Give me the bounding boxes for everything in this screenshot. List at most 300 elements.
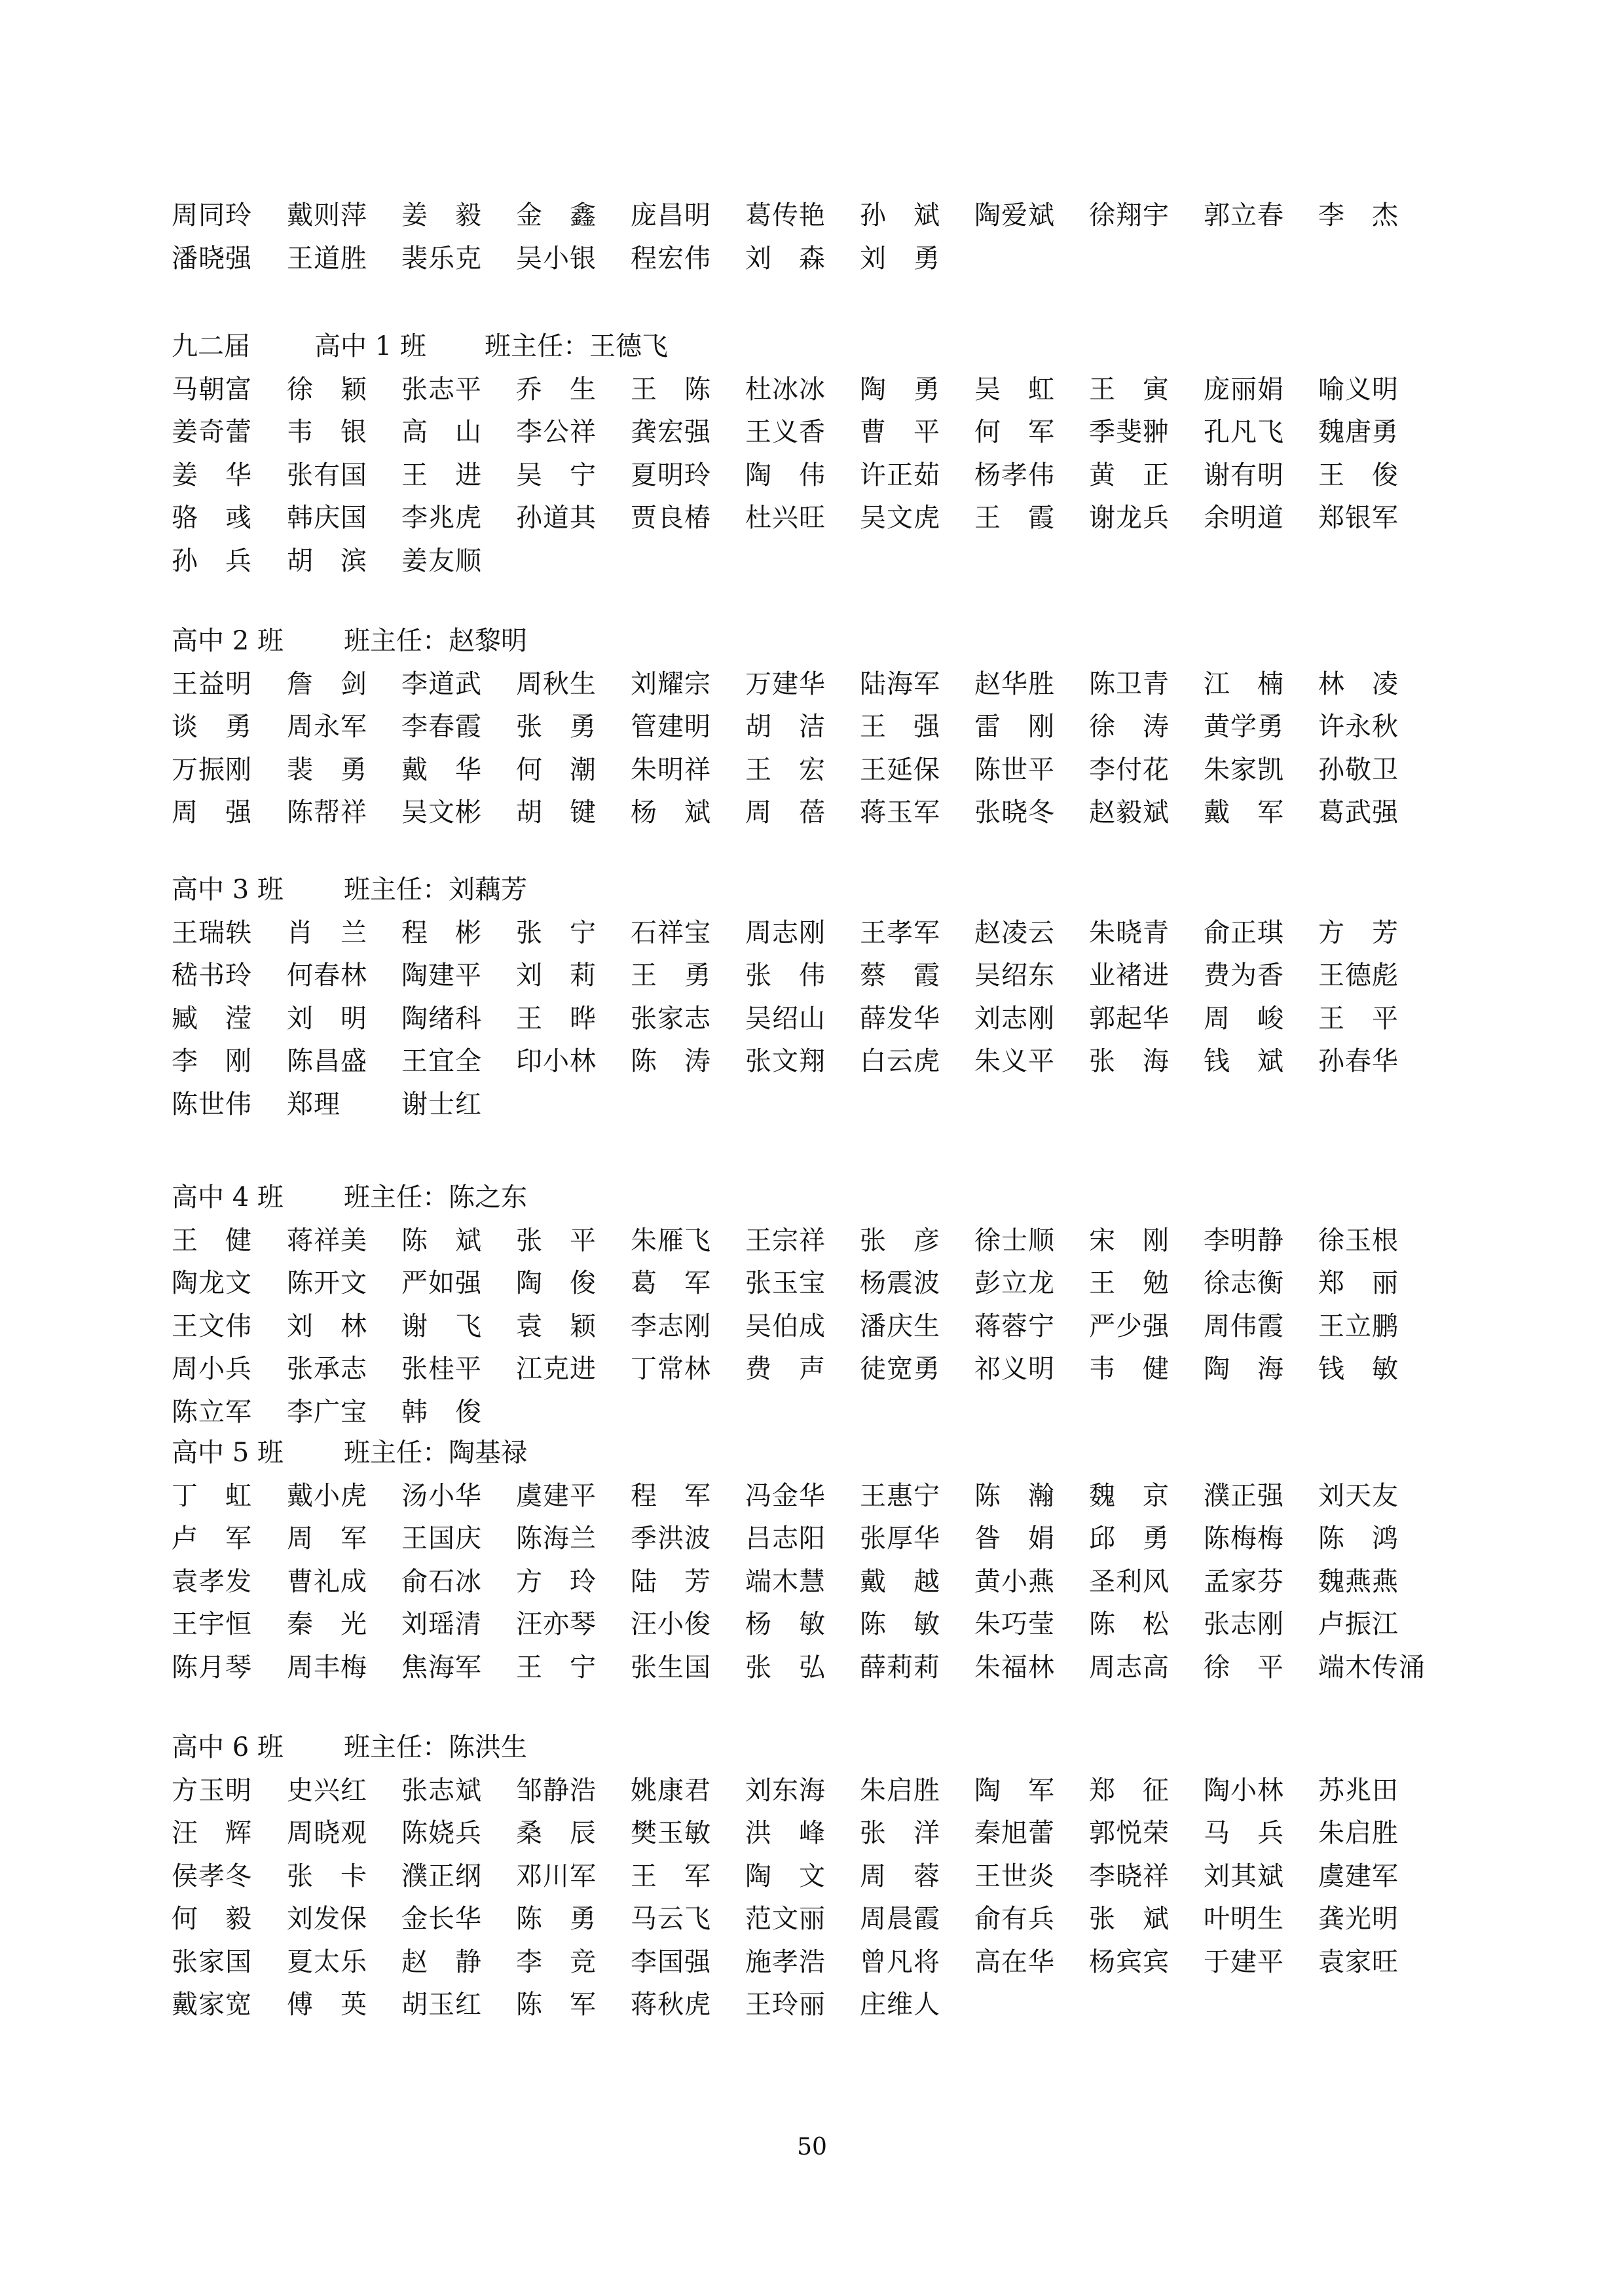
student-name: 徐 颖 [287, 374, 367, 405]
student-name: 端木慧 [745, 1566, 826, 1597]
student-name: 姜 华 [172, 460, 252, 490]
student-name: 印小林 [516, 1046, 597, 1076]
student-name: 周志高 [1089, 1652, 1170, 1683]
student-name: 费 声 [745, 1354, 826, 1384]
student-name: 雷 刚 [974, 712, 1055, 742]
student-name: 王 勉 [1089, 1268, 1170, 1298]
student-name: 王 平 [1318, 1003, 1399, 1034]
student-name: 周丰梅 [287, 1652, 367, 1683]
student-name: 祁义明 [974, 1354, 1055, 1384]
student-name: 周永军 [287, 712, 367, 742]
student-name: 陈昌盛 [287, 1046, 367, 1076]
student-name: 卢 军 [172, 1523, 252, 1554]
student-name: 朱家凯 [1204, 754, 1284, 785]
student-name: 张 弘 [745, 1652, 826, 1683]
student-name: 王 宏 [745, 754, 826, 785]
student-name: 陈立军 [172, 1396, 252, 1427]
student-name: 张 勇 [516, 712, 597, 742]
student-name: 周 蓓 [745, 797, 826, 828]
student-name: 杜兴旺 [745, 503, 826, 533]
student-name: 谢有明 [1204, 460, 1284, 490]
student-name: 钱 斌 [1204, 1046, 1284, 1076]
student-name: 刘 林 [287, 1311, 367, 1341]
student-name: 高 山 [401, 417, 482, 447]
student-name: 臧 滢 [172, 1003, 252, 1034]
student-name: 张承志 [287, 1354, 367, 1384]
student-name: 曹 平 [860, 417, 940, 447]
student-name: 杨 斌 [631, 797, 711, 828]
student-name: 马 兵 [1204, 1818, 1284, 1848]
student-name: 苏兆田 [1318, 1775, 1399, 1806]
class-title: 高中 3 班 [172, 875, 284, 905]
student-name: 桑 辰 [516, 1818, 597, 1848]
student-name: 邱 勇 [1089, 1523, 1170, 1554]
student-name: 王 陈 [631, 374, 711, 405]
student-name: 吴伯成 [745, 1311, 826, 1341]
student-name: 詹 剑 [287, 668, 367, 699]
student-name: 周小兵 [172, 1354, 252, 1384]
student-name: 徒宽勇 [860, 1354, 940, 1384]
student-name: 王 晔 [516, 1003, 597, 1034]
student-name: 李公祥 [516, 417, 597, 447]
head-teacher: 班主任：陈洪生 [344, 1732, 527, 1762]
student-name: 邓川军 [516, 1861, 597, 1891]
student-name: 卢振江 [1318, 1609, 1399, 1639]
student-name: 裴乐克 [401, 243, 482, 274]
student-name: 张桂平 [401, 1354, 482, 1384]
student-name: 刘 森 [745, 243, 826, 274]
student-name: 侯孝冬 [172, 1861, 252, 1891]
student-name: 庄维人 [860, 1990, 940, 2020]
student-name: 曹礼成 [287, 1566, 367, 1597]
student-name: 刘 勇 [860, 243, 940, 274]
student-name: 陶 俊 [516, 1268, 597, 1298]
student-name: 陈开文 [287, 1268, 367, 1298]
student-name: 焦海军 [401, 1652, 482, 1683]
student-name: 朱明祥 [631, 754, 711, 785]
student-name: 虞建平 [516, 1480, 597, 1511]
student-name: 胡 滨 [287, 545, 367, 576]
student-name: 许正茹 [860, 460, 940, 490]
student-name: 乔 生 [516, 374, 597, 405]
student-name: 刘其斌 [1204, 1861, 1284, 1891]
student-name: 濮正纲 [401, 1861, 482, 1891]
student-name: 王 宁 [516, 1652, 597, 1683]
head-teacher: 班主任：刘藕芳 [344, 875, 527, 905]
student-name: 葛传艳 [745, 200, 826, 230]
student-name: 葛武强 [1318, 797, 1399, 828]
student-name: 王 寅 [1089, 374, 1170, 405]
student-name: 杨孝伟 [974, 460, 1055, 490]
student-name: 韦 健 [1089, 1354, 1170, 1384]
student-name: 陈 鸿 [1318, 1523, 1399, 1554]
student-name: 方 玲 [516, 1566, 597, 1597]
student-name: 王瑞轶 [172, 917, 252, 948]
student-name: 马云飞 [631, 1904, 711, 1934]
student-name: 秦旭蕾 [974, 1818, 1055, 1848]
student-name: 季洪波 [631, 1523, 711, 1554]
student-name: 王德彪 [1318, 960, 1399, 991]
student-name: 朱福林 [974, 1652, 1055, 1683]
student-name: 周秋生 [516, 668, 597, 699]
student-name: 谢 飞 [401, 1311, 482, 1341]
student-name: 万建华 [745, 668, 826, 699]
student-name: 陈 军 [516, 1990, 597, 2020]
student-name: 陶 海 [1204, 1354, 1284, 1384]
student-name: 吕志阳 [745, 1523, 826, 1554]
student-name: 王惠宁 [860, 1480, 940, 1511]
student-name: 李道武 [401, 668, 482, 699]
student-name: 秦 光 [287, 1609, 367, 1639]
student-name: 蔡 霞 [860, 960, 940, 991]
student-name: 何春林 [287, 960, 367, 991]
student-name: 魏 京 [1089, 1480, 1170, 1511]
student-name: 孔凡飞 [1204, 417, 1284, 447]
student-name: 骆 彧 [172, 503, 252, 533]
student-name: 姜奇蕾 [172, 417, 252, 447]
student-name: 夏明玲 [631, 460, 711, 490]
student-name: 张志平 [401, 374, 482, 405]
student-name: 王 俊 [1318, 460, 1399, 490]
student-name: 宋 刚 [1089, 1225, 1170, 1256]
student-name: 黄小燕 [974, 1566, 1055, 1597]
student-name: 张 海 [1089, 1046, 1170, 1076]
student-name: 濮正强 [1204, 1480, 1284, 1511]
student-name: 喻义明 [1318, 374, 1399, 405]
student-name: 史兴红 [287, 1775, 367, 1806]
class-title: 高中 4 班 [172, 1182, 284, 1212]
student-name: 王义香 [745, 417, 826, 447]
student-name: 周晓观 [287, 1818, 367, 1848]
student-name: 刘志刚 [974, 1003, 1055, 1034]
student-name: 姚康君 [631, 1775, 711, 1806]
student-name: 郑理 [287, 1089, 341, 1120]
student-name: 俞石冰 [401, 1566, 482, 1597]
student-name: 刘发保 [287, 1904, 367, 1934]
student-name: 陆 芳 [631, 1566, 711, 1597]
page-number: 50 [797, 2134, 827, 2160]
student-name: 韩庆国 [287, 503, 367, 533]
student-name: 白云虎 [860, 1046, 940, 1076]
student-name: 魏燕燕 [1318, 1566, 1399, 1597]
student-name: 张家志 [631, 1003, 711, 1034]
student-name: 孙道其 [516, 503, 597, 533]
student-name: 庞昌明 [631, 200, 711, 230]
student-name: 徐玉根 [1318, 1225, 1399, 1256]
student-name: 姜 毅 [401, 200, 482, 230]
student-name: 陶小林 [1204, 1775, 1284, 1806]
student-name: 李付花 [1089, 754, 1170, 785]
student-name: 李志刚 [631, 1311, 711, 1341]
student-name: 陈月琴 [172, 1652, 252, 1683]
student-name: 蒋祥美 [287, 1225, 367, 1256]
student-name: 范文丽 [745, 1904, 826, 1934]
student-name: 孙春华 [1318, 1046, 1399, 1076]
student-name: 郑银军 [1318, 503, 1399, 533]
student-name: 张 洋 [860, 1818, 940, 1848]
student-name: 陈娆兵 [401, 1818, 482, 1848]
student-name: 徐 涛 [1089, 712, 1170, 742]
student-name: 施孝浩 [745, 1946, 826, 1977]
student-name: 邹静浩 [516, 1775, 597, 1806]
student-name: 孙 斌 [860, 200, 940, 230]
student-name: 程 彬 [401, 917, 482, 948]
student-name: 王世炎 [974, 1861, 1055, 1891]
student-name: 蒋蓉宁 [974, 1311, 1055, 1341]
student-name: 姜友顺 [401, 545, 482, 576]
student-name: 杜冰冰 [745, 374, 826, 405]
student-name: 薛莉莉 [860, 1652, 940, 1683]
student-name: 陶龙文 [172, 1268, 252, 1298]
student-name: 郭立春 [1204, 200, 1284, 230]
student-name: 费为香 [1204, 960, 1284, 991]
student-name: 昝 娟 [974, 1523, 1055, 1554]
student-name: 徐士顺 [974, 1225, 1055, 1256]
student-name: 王 强 [860, 712, 940, 742]
student-name: 张 彦 [860, 1225, 940, 1256]
class-title: 高中 2 班 [172, 626, 284, 656]
student-name: 张玉宝 [745, 1268, 826, 1298]
student-name: 张 斌 [1089, 1904, 1170, 1934]
student-name: 李兆虎 [401, 503, 482, 533]
student-name: 吴 宁 [516, 460, 597, 490]
student-name: 孙敬卫 [1318, 754, 1399, 785]
head-teacher: 班主任：陈之东 [344, 1182, 527, 1212]
student-name: 庞丽娟 [1204, 374, 1284, 405]
student-name: 赵毅斌 [1089, 797, 1170, 828]
student-name: 韦 银 [287, 417, 367, 447]
student-name: 李广宝 [287, 1396, 367, 1427]
student-name: 端木传涌 [1318, 1652, 1426, 1683]
student-name: 刘东海 [745, 1775, 826, 1806]
student-name: 陈海兰 [516, 1523, 597, 1554]
student-name: 傅 英 [287, 1990, 367, 2020]
student-name: 刘瑶清 [401, 1609, 482, 1639]
student-name: 何 毅 [172, 1904, 252, 1934]
student-name: 何 军 [974, 417, 1055, 447]
student-name: 高在华 [974, 1946, 1055, 1977]
student-name: 程宏伟 [631, 243, 711, 274]
student-name: 陈帮祥 [287, 797, 367, 828]
student-name: 王宗祥 [745, 1225, 826, 1256]
student-name: 方玉明 [172, 1775, 252, 1806]
student-name: 夏太乐 [287, 1946, 367, 1977]
student-name: 许永秋 [1318, 712, 1399, 742]
student-name: 郑 丽 [1318, 1268, 1399, 1298]
student-name: 陈 涛 [631, 1046, 711, 1076]
student-name: 汤小华 [401, 1480, 482, 1511]
student-name: 张文翔 [745, 1046, 826, 1076]
student-name: 陈 斌 [401, 1225, 482, 1256]
student-name: 虞建军 [1318, 1861, 1399, 1891]
student-name: 石祥宝 [631, 917, 711, 948]
student-name: 戴 越 [860, 1566, 940, 1597]
student-name: 江 楠 [1204, 668, 1284, 699]
student-name: 陈梅梅 [1204, 1523, 1284, 1554]
student-name: 吴文彬 [401, 797, 482, 828]
student-name: 吴 虹 [974, 374, 1055, 405]
student-name: 王 霞 [974, 503, 1055, 533]
student-name: 王益明 [172, 668, 252, 699]
student-name: 朱巧莹 [974, 1609, 1055, 1639]
head-teacher: 班主任：赵黎明 [344, 626, 527, 656]
student-name: 李明静 [1204, 1225, 1284, 1256]
student-name: 周志刚 [745, 917, 826, 948]
student-name: 王 进 [401, 460, 482, 490]
student-name: 陈 敏 [860, 1609, 940, 1639]
student-name: 戴 华 [401, 754, 482, 785]
student-name: 曾凡将 [860, 1946, 940, 1977]
student-name: 杨 敏 [745, 1609, 826, 1639]
student-name: 孟家芬 [1204, 1566, 1284, 1597]
student-name: 陆海军 [860, 668, 940, 699]
student-name: 戴小虎 [287, 1480, 367, 1511]
student-name: 余明道 [1204, 503, 1284, 533]
student-name: 圣利风 [1089, 1566, 1170, 1597]
student-name: 戴则萍 [287, 200, 367, 230]
student-name: 金长华 [401, 1904, 482, 1934]
student-name: 袁 颖 [516, 1311, 597, 1341]
student-name: 钱 敏 [1318, 1354, 1399, 1384]
student-name: 王延保 [860, 754, 940, 785]
class-title: 高中 1 班 [314, 331, 426, 361]
student-name: 吴小银 [516, 243, 597, 274]
student-name: 陈 松 [1089, 1609, 1170, 1639]
student-name: 朱启胜 [860, 1775, 940, 1806]
student-name: 张有国 [287, 460, 367, 490]
student-name: 张晓冬 [974, 797, 1055, 828]
student-name: 汪亦琴 [516, 1609, 597, 1639]
student-name: 袁家旺 [1318, 1946, 1399, 1977]
student-name: 李 刚 [172, 1046, 252, 1076]
student-name: 汪 辉 [172, 1818, 252, 1848]
student-name: 刘耀宗 [631, 668, 711, 699]
student-name: 吴文虎 [860, 503, 940, 533]
student-name: 丁常林 [631, 1354, 711, 1384]
student-name: 裴 勇 [287, 754, 367, 785]
student-name: 郑 征 [1089, 1775, 1170, 1806]
student-name: 陶 军 [974, 1775, 1055, 1806]
session-title: 九二届 [172, 331, 250, 361]
class-title: 高中 6 班 [172, 1732, 284, 1762]
student-name: 汪小俊 [631, 1609, 711, 1639]
student-name: 王孝军 [860, 917, 940, 948]
student-name: 潘晓强 [172, 243, 252, 274]
student-name: 龚光明 [1318, 1904, 1399, 1934]
head-teacher: 班主任：王德飞 [485, 331, 668, 361]
student-name: 吴绍东 [974, 960, 1055, 991]
head-teacher: 班主任：陶基禄 [344, 1438, 527, 1468]
student-name: 陶绪科 [401, 1003, 482, 1034]
student-name: 陶爱斌 [974, 200, 1055, 230]
student-name: 黄学勇 [1204, 712, 1284, 742]
student-name: 龚宏强 [631, 417, 711, 447]
student-name: 张生国 [631, 1652, 711, 1683]
student-name: 王玲丽 [745, 1990, 826, 2020]
student-name: 张 宁 [516, 917, 597, 948]
student-name: 陶 伟 [745, 460, 826, 490]
student-name: 张 平 [516, 1225, 597, 1256]
student-name: 管建明 [631, 712, 711, 742]
student-name: 周同玲 [172, 200, 252, 230]
student-name: 张志斌 [401, 1775, 482, 1806]
student-name: 万振刚 [172, 754, 252, 785]
student-name: 刘 莉 [516, 960, 597, 991]
student-name: 程 军 [631, 1480, 711, 1511]
student-name: 杨震波 [860, 1268, 940, 1298]
student-name: 戴家宽 [172, 1990, 252, 2020]
student-name: 王道胜 [287, 243, 367, 274]
student-name: 徐志衡 [1204, 1268, 1284, 1298]
student-name: 张志刚 [1204, 1609, 1284, 1639]
student-name: 樊玉敏 [631, 1818, 711, 1848]
student-name: 严如强 [401, 1268, 482, 1298]
student-name: 于建平 [1204, 1946, 1284, 1977]
student-name: 王 勇 [631, 960, 711, 991]
student-name: 谢士红 [401, 1089, 482, 1120]
student-name: 洪 峰 [745, 1818, 826, 1848]
student-name: 俞正琪 [1204, 917, 1284, 948]
student-name: 李 杰 [1318, 200, 1399, 230]
student-name: 周 强 [172, 797, 252, 828]
student-name: 彭立龙 [974, 1268, 1055, 1298]
student-name: 李 竞 [516, 1946, 597, 1977]
student-name: 陈 勇 [516, 1904, 597, 1934]
student-name: 冯金华 [745, 1480, 826, 1511]
student-name: 业褚进 [1089, 960, 1170, 991]
student-name: 陈世平 [974, 754, 1055, 785]
student-name: 郭起华 [1089, 1003, 1170, 1034]
student-name: 肖 兰 [287, 917, 367, 948]
student-name: 金 鑫 [516, 200, 597, 230]
student-name: 李晓祥 [1089, 1861, 1170, 1891]
student-name: 张 伟 [745, 960, 826, 991]
student-name: 刘天友 [1318, 1480, 1399, 1511]
student-name: 张厚华 [860, 1523, 940, 1554]
student-name: 嵇书玲 [172, 960, 252, 991]
student-name: 王宜全 [401, 1046, 482, 1076]
student-name: 潘庆生 [860, 1311, 940, 1341]
student-name: 刘 明 [287, 1003, 367, 1034]
student-name: 王国庆 [401, 1523, 482, 1554]
student-name: 陶 文 [745, 1861, 826, 1891]
student-name: 王文伟 [172, 1311, 252, 1341]
student-name: 孙 兵 [172, 545, 252, 576]
student-name: 朱义平 [974, 1046, 1055, 1076]
student-name: 韩 俊 [401, 1396, 482, 1427]
student-name: 陶建平 [401, 960, 482, 991]
student-name: 葛 军 [631, 1268, 711, 1298]
student-name: 李春霞 [401, 712, 482, 742]
student-name: 王宇恒 [172, 1609, 252, 1639]
student-name: 徐 平 [1204, 1652, 1284, 1683]
student-name: 江克进 [516, 1354, 597, 1384]
student-name: 张 卡 [287, 1861, 367, 1891]
student-name: 周晨霞 [860, 1904, 940, 1934]
student-name: 朱晓青 [1089, 917, 1170, 948]
student-name: 林 凌 [1318, 668, 1399, 699]
student-name: 王立鹏 [1318, 1311, 1399, 1341]
student-name: 朱启胜 [1318, 1818, 1399, 1848]
student-name: 王 军 [631, 1861, 711, 1891]
student-name: 陈世伟 [172, 1089, 252, 1120]
student-name: 周 蓉 [860, 1861, 940, 1891]
student-name: 陶 勇 [860, 374, 940, 405]
student-name: 严少强 [1089, 1311, 1170, 1341]
student-name: 蒋玉军 [860, 797, 940, 828]
student-name: 赵 静 [401, 1946, 482, 1977]
student-name: 胡玉红 [401, 1990, 482, 2020]
